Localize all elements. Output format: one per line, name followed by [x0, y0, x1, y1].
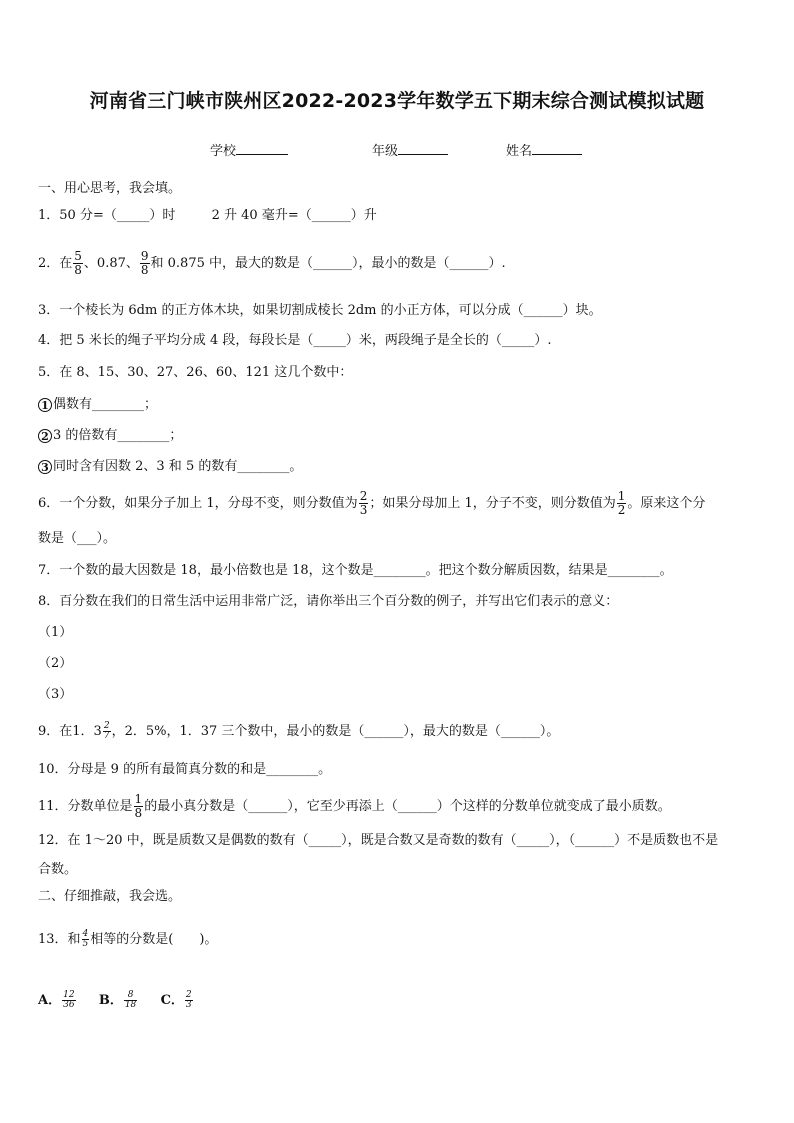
q1-part-a: 1．50 分=（_____）时 — [38, 208, 176, 223]
option-a-label[interactable]: A． — [38, 993, 62, 1008]
q2-f1-numerator: 5 — [74, 249, 82, 263]
circle-number-1-icon: 1 — [38, 398, 52, 412]
question-12-line-2: 合数。 — [38, 862, 78, 877]
q13-denominator: 5 — [82, 939, 89, 949]
question-2 — [38, 250, 506, 277]
page-title: 河南省三门峡市陕州区2022-2023学年数学五下期末综合测试模拟试题 — [89, 90, 705, 112]
question-7: 7．一个数的最大因数是 18，最小倍数也是 18，这个数是________。把这个数分解质因数，结果是________。 — [38, 563, 673, 578]
question-1 — [38, 207, 377, 225]
q2-f2-denominator: 8 — [140, 263, 149, 277]
section-1-heading: 一、用心思考，我会填。 — [38, 181, 182, 196]
q6-f2-numerator: 1 — [617, 489, 626, 503]
q9-pre: 9．在1．3 — [38, 724, 102, 739]
q9-denominator: 7 — [103, 731, 110, 741]
option-c-denominator: 3 — [185, 1000, 192, 1010]
q6-post: 。原来这个分 — [627, 496, 706, 511]
question-11 — [38, 793, 671, 820]
q8-item-1: （1） — [38, 625, 73, 640]
q13-options — [38, 991, 194, 1010]
q2-fraction-1 — [73, 250, 83, 277]
q5-item-3-text: 同时含有因数 2、3 和 5 的数有________。 — [53, 459, 303, 474]
q1-part-b: 2 升 40 毫升=（______）升 — [211, 208, 377, 223]
q11-post: 的最小真分数是（______），它至少再添上（______）个这样的分数单位就变成了最小质数。 — [144, 799, 671, 814]
q6-mid: ；如果分母加上 1，分子不变，则分数值为 — [369, 496, 616, 511]
question-10: 10．分母是 9 的所有最简真分数的和是________。 — [38, 762, 332, 777]
q11-fraction — [134, 793, 144, 820]
question-4: 4．把 5 米长的绳子平均分成 4 段，每段长是（_____）米，两段绳子是全长的（_____）. — [38, 333, 552, 348]
school-label: 学校 — [210, 144, 237, 159]
circle-number-3-icon: 3 — [38, 460, 52, 474]
q11-pre: 11．分数单位是 — [38, 799, 133, 814]
grade-label: 年级 — [372, 144, 399, 159]
grade-field — [372, 140, 448, 159]
question-12: 12．在 1～20 中，既是质数又是偶数的数有（_____），既是合数又是奇数的数有（_____），（______）不是质数也不是 — [38, 833, 719, 848]
option-a-numerator: 12 — [63, 990, 75, 1000]
q2-mid: 、0.87、 — [83, 256, 139, 271]
option-b-denominator: 18 — [124, 1000, 137, 1010]
q13-post: 相等的分数是( )。 — [90, 932, 218, 947]
name-label: 姓名 — [506, 144, 533, 159]
circle-number-2-icon: 2 — [38, 429, 52, 443]
option-b-fraction[interactable] — [124, 991, 137, 1010]
q2-f1-denominator: 8 — [74, 263, 82, 277]
question-13 — [38, 930, 217, 949]
q6-f1-numerator: 2 — [359, 489, 368, 503]
name-blank[interactable] — [532, 140, 582, 155]
q9-fraction — [103, 722, 111, 741]
q5-item-1-text: 偶数有________； — [53, 397, 158, 412]
q5-item-1 — [38, 396, 157, 414]
q9-post: ，2．5%，1．37 三个数中，最小的数是（______），最大的数是（______）。 — [111, 724, 560, 739]
question-6-line-2: 数是（___）。 — [38, 531, 117, 546]
school-field — [210, 140, 288, 159]
option-b-numerator: 8 — [124, 991, 137, 1001]
option-c-fraction[interactable] — [185, 991, 193, 1010]
q2-fraction-2 — [140, 250, 150, 277]
q2-f2-numerator: 9 — [140, 249, 149, 263]
section-2-heading: 二、仔细推敲，我会选。 — [38, 889, 182, 904]
question-3: 3．一个棱长为 6dm 的正方体木块，如果切割成棱长 2dm 的小正方体，可以分成（______）块。 — [38, 303, 602, 318]
option-a-denominator: 36 — [63, 1000, 75, 1010]
option-c-numerator: 2 — [185, 990, 192, 1000]
question-5: 5．在 8、15、30、27、26、60、121 这几个数中： — [38, 365, 353, 380]
name-field — [506, 140, 582, 159]
q2-pre: 2．在 — [38, 256, 73, 271]
q2-post: 和 0.875 中，最大的数是（______），最小的数是（______）. — [150, 256, 506, 271]
q8-item-2: （2） — [38, 656, 73, 671]
q6-pre: 6．一个分数，如果分子加上 1，分母不变，则分数值为 — [38, 496, 358, 511]
question-8: 8．百分数在我们的日常生活中运用非常广泛，请你举出三个百分数的例子，并写出它们表示的意义： — [38, 594, 619, 609]
q6-fraction-1 — [359, 490, 369, 517]
q13-fraction — [82, 930, 90, 949]
q13-pre: 13．和 — [38, 932, 81, 947]
q5-item-2-text: 3 的倍数有________； — [53, 428, 183, 443]
question-6 — [38, 490, 705, 517]
q11-denominator: 8 — [134, 806, 143, 820]
q5-item-2 — [38, 427, 182, 445]
q8-item-3: （3） — [38, 687, 73, 702]
school-blank[interactable] — [236, 140, 288, 155]
q6-f1-denominator: 3 — [359, 503, 368, 517]
q11-numerator: 1 — [134, 792, 143, 806]
q9-numerator: 2 — [103, 721, 110, 731]
q13-numerator: 4 — [82, 929, 89, 939]
option-b-label[interactable]: B． — [98, 993, 123, 1008]
q5-item-3 — [38, 458, 302, 476]
q6-f2-denominator: 2 — [617, 503, 626, 517]
grade-blank[interactable] — [398, 140, 448, 155]
option-c-label[interactable]: C． — [160, 993, 184, 1008]
option-a-fraction[interactable] — [62, 991, 75, 1010]
question-9 — [38, 722, 559, 741]
q6-fraction-2 — [617, 490, 627, 517]
